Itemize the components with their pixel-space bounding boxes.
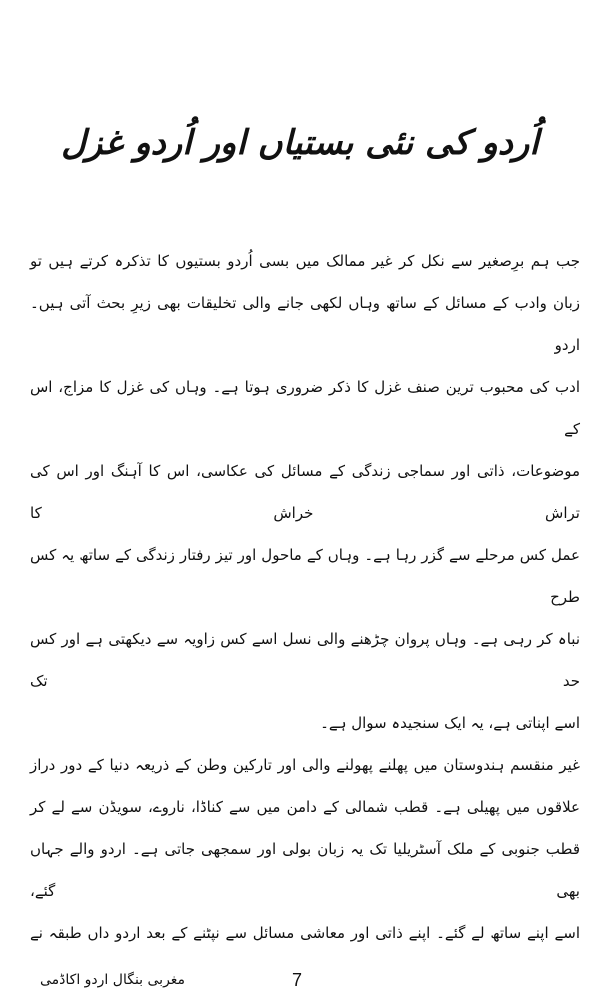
- text-line: غیر منقسم ہندوستان میں پھلنے پھولنے والی اور تارکین وطن کے ذریعہ دنیا کے دور دراز: [30, 756, 580, 774]
- text-line: اسے اپناتی ہے، یہ ایک سنجیدہ سوال ہے۔: [320, 714, 580, 732]
- text-line: ادب کی محبوب ترین صنف غزل کا ذکر ضروری ہوتا ہے۔ وہاں کی غزل کا مزاج، اس کے: [30, 378, 580, 438]
- text-line: عمل کس مرحلے سے گزر رہا ہے۔ وہاں کے ماحول اور تیز رفتار زندگی کے ساتھ یہ کس طرح: [30, 546, 580, 606]
- text-line: موضوعات، ذاتی اور سماجی زندگی کے مسائل کی عکاسی، اس کا آہنگ اور اس کی تراش خراش کا: [30, 462, 580, 522]
- text-line: زبان وادب کے مسائل کے ساتھ وہاں لکھی جانے والی تخلیقات بھی زیرِ بحث آتی ہیں۔ اردو: [30, 294, 580, 354]
- page-number: 7: [292, 970, 303, 990]
- page-title: اُردو کی نئی بستیاں اور اُردو غزل: [61, 123, 539, 163]
- text-line: قطب جنوبی کے ملک آسٹریلیا تک یہ زبان بولی اور سمجھی جاتی ہے۔ اردو والے جہاں بھی گئے،: [30, 840, 580, 900]
- text-line: اسے اپنے ساتھ لے گئے۔ اپنے ذاتی اور معاشی مسائل سے نپٹنے کے بعد اردو داں طبقہ نے: [30, 924, 580, 942]
- text-line: علاقوں میں پھیلی ہے۔ قطب شمالی کے دامن میں سے کناڈا، ناروے، سویڈن سے لے کر: [30, 798, 580, 816]
- text-line: نباہ کر رہی ہے۔ وہاں پروان چڑھنے والی نسل اسے کس زاویہ سے دیکھتی ہے اور کس حد تک: [30, 630, 580, 690]
- body-text: [0, 240, 600, 954]
- text-line: جب ہم برِصغیر سے نکل کر غیر ممالک میں بسی اُردو بستیوں کا تذکرہ کرتے ہیں تو: [30, 252, 580, 270]
- footer-publisher: مغربی بنگال اردو اکاڈمی: [40, 972, 186, 988]
- page-footer: [0, 968, 600, 1008]
